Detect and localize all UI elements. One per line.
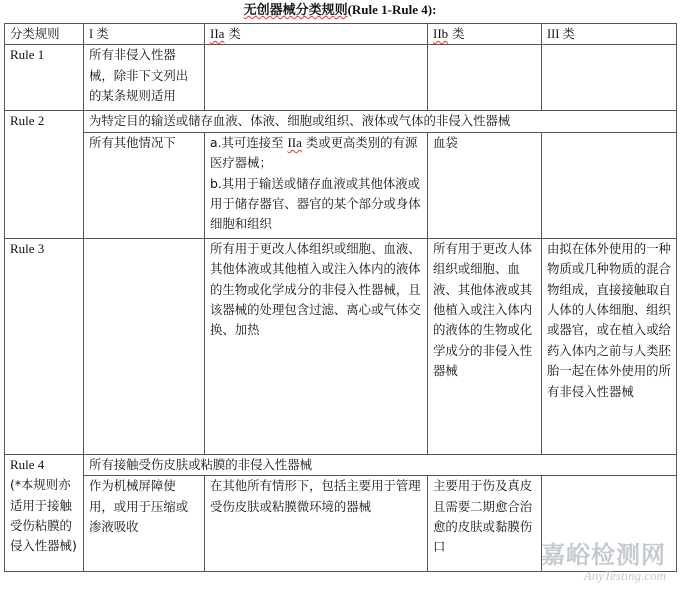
rule2-class-iia-line1-pre: a.其可连接至 bbox=[210, 134, 288, 150]
rule4-general-row bbox=[5, 454, 677, 475]
rule3-class-iii: 由拟在体外使用的一种物质或几种物质的混合物组成，直接接触取自人体的人体细胞、组织或器官，或在植入或给药入体内之前与人类胚胎一起在体外使用的所有非侵入性器械 bbox=[542, 238, 677, 454]
header-class-iia bbox=[205, 24, 428, 45]
rule2-general: 为特定目的输送或储存血液、体液、细胞或组织、液体或气体的非侵入性器械 bbox=[84, 111, 677, 132]
rule4-class-iii bbox=[542, 476, 677, 572]
header-class-i: I 类 bbox=[84, 24, 205, 45]
rule2-class-iii bbox=[542, 132, 677, 238]
rule2-class-iia bbox=[205, 132, 428, 238]
rule2-label: Rule 2 bbox=[5, 111, 84, 238]
rule2-general-row bbox=[5, 111, 677, 132]
header-rule: 分类规则 bbox=[5, 24, 84, 45]
table-header-row bbox=[5, 24, 677, 45]
rule4-row bbox=[5, 476, 677, 572]
rule4-class-iib: 主要用于伤及真皮且需要二期愈合治愈的皮肤或黏膜伤口 bbox=[428, 476, 542, 572]
header-class-iib bbox=[428, 24, 542, 45]
rule4-class-i: 作为机械屏障使用，或用于压缩或渗液吸收 bbox=[84, 476, 205, 572]
rule2-class-iia-line1-mark: IIa bbox=[287, 134, 302, 150]
rule3-class-iia: 所有用于更改人体组织或细胞、血液、其他体液或其他植入或注入体内的液体的生物或化学成分的非侵入性器械，且该器械的处理包含过滤、离心或气体交换、加热 bbox=[205, 238, 428, 454]
rule1-class-iii bbox=[542, 45, 677, 111]
rule3-label: Rule 3 bbox=[5, 238, 84, 454]
header-class-iib-mark: IIb bbox=[433, 26, 449, 41]
rule4-class-iia: 在其他所有情形下，包括主要用于管理受伤皮肤或粘膜微环境的器械 bbox=[205, 476, 428, 572]
rule2-class-iib: 血袋 bbox=[428, 132, 542, 238]
rule1-class-iib bbox=[428, 45, 542, 111]
title-suffix: (Rule 1-Rule 4): bbox=[347, 2, 437, 17]
rule4-label-cell bbox=[5, 454, 84, 571]
rule1-class-iia bbox=[205, 45, 428, 111]
watermark-cn: 嘉峪检测网 bbox=[541, 541, 666, 569]
header-class-iii: III 类 bbox=[542, 24, 677, 45]
rule4-note: (*本规则亦适用于接触受伤粘膜的侵入性器械) bbox=[10, 477, 77, 554]
rule1-class-i: 所有非侵入性器械，除非下文列出的某条规则适用 bbox=[84, 45, 205, 111]
rule2-class-i: 所有其他情况下 bbox=[84, 132, 205, 238]
rule4-label: Rule 4 bbox=[10, 456, 45, 472]
rule3-class-i bbox=[84, 238, 205, 454]
header-class-iia-mark: IIa bbox=[210, 26, 225, 41]
classification-table bbox=[4, 23, 677, 572]
rule1-row bbox=[5, 45, 677, 111]
watermark-en: AnyTesting.com bbox=[583, 568, 666, 583]
title-prefix: 无创器械分类规则 bbox=[243, 3, 348, 18]
header-class-iib-suffix: 类 bbox=[448, 26, 465, 41]
rule2-class-iia-line2: b.其用于输送或储存血液或其他体液或用于储存器官、器官的某个部分或身体细胞和组织 bbox=[210, 175, 421, 232]
rule3-class-iib: 所有用于更改人体组织或细胞、血液、其他体液或其他植入或注入体内的液体的生物或化学成分的非侵入性器械 bbox=[428, 238, 542, 454]
rule2-class-iia-line1-post: 类或更高类别的有源医疗器械； bbox=[210, 134, 418, 171]
rule3-row bbox=[5, 238, 677, 454]
rule2-row bbox=[5, 132, 677, 238]
document-title bbox=[0, 1, 680, 19]
rule1-label: Rule 1 bbox=[5, 45, 84, 111]
header-class-iia-suffix: 类 bbox=[224, 26, 241, 41]
rule4-general: 所有接触受伤皮肤或粘膜的非侵入性器械 bbox=[84, 454, 677, 475]
